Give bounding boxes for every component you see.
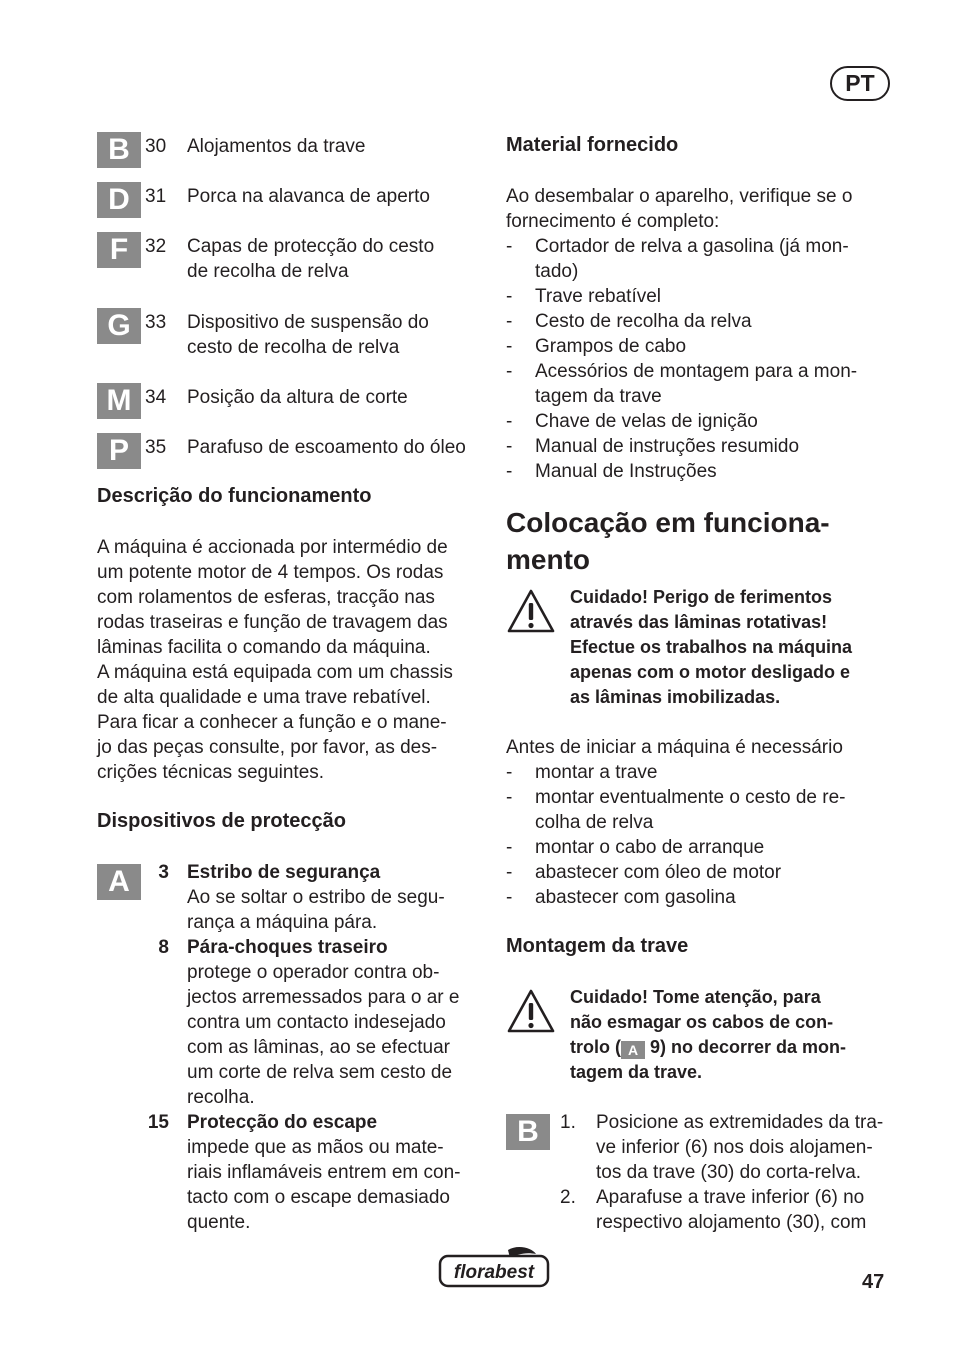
- list-item: colha de relva: [535, 812, 654, 833]
- warning-text: as lâminas imobilizadas.: [570, 687, 781, 707]
- item-description: rança a máquina pára.: [187, 912, 378, 933]
- part-label: Alojamentos da trave: [187, 136, 366, 157]
- list-item: Chave de velas de ignição: [535, 411, 758, 432]
- figure-box: A: [97, 864, 141, 900]
- list-item: montar o cabo de arranque: [535, 837, 765, 858]
- warning-text-with-ref: [570, 1035, 846, 1060]
- language-badge: PT: [830, 66, 890, 101]
- item-number: 8: [158, 937, 169, 958]
- paragraph-line: de alta qualidade e uma trave rebatível.: [97, 687, 431, 708]
- step-number: 1.: [560, 1112, 576, 1133]
- florabest-logo: [438, 1246, 550, 1288]
- list-dash: -: [506, 361, 513, 382]
- list-dash: -: [506, 311, 513, 332]
- warning-text: trolo (: [570, 1037, 621, 1057]
- paragraph-line: lâminas facilita o comando da máquina.: [97, 637, 431, 658]
- part-number: 35: [145, 437, 167, 458]
- warning-text: tagem da trave.: [570, 1062, 703, 1082]
- figure-box: B: [506, 1114, 550, 1150]
- list-dash: -: [506, 837, 513, 858]
- item-number: 15: [147, 1112, 169, 1133]
- step-text: respectivo alojamento (30), com: [596, 1212, 867, 1233]
- list-item: Trave rebatível: [535, 286, 662, 307]
- paragraph-line: um potente motor de 4 tempos. Os rodas: [97, 562, 444, 583]
- list-dash: -: [506, 787, 513, 808]
- item-description: um corte de relva sem cesto de: [187, 1062, 453, 1083]
- part-label: Posição da altura de corte: [187, 387, 408, 408]
- paragraph-line: fornecimento é completo:: [506, 211, 720, 232]
- part-label: Dispositivo de suspensão do: [187, 312, 429, 333]
- item-description: Ao se soltar o estribo de segu-: [187, 887, 445, 908]
- item-description: recolha.: [187, 1087, 255, 1108]
- figure-box: P: [97, 433, 141, 469]
- item-description: tacto com o escape demasiado: [187, 1187, 450, 1208]
- item-description: contra um contacto indesejado: [187, 1012, 446, 1033]
- warning-text: 9) no decorrer da mon-: [645, 1037, 847, 1057]
- item-description: protege o operador contra ob-: [187, 962, 440, 983]
- list-dash: -: [506, 286, 513, 307]
- part-number: 30: [145, 136, 167, 157]
- list-item: Manual de instruções resumido: [535, 436, 800, 457]
- item-title: Pára-choques traseiro: [187, 937, 388, 958]
- section-heading: Material fornecido: [506, 134, 679, 156]
- warning-text: não esmagar os cabos de con-: [570, 1012, 834, 1032]
- warning-text: Cuidado! Tome atenção, para: [570, 987, 821, 1007]
- item-title: Estribo de segurança: [187, 862, 381, 883]
- figure-box: B: [97, 132, 141, 168]
- list-item: tado): [535, 261, 579, 282]
- paragraph-line: com rolamentos de esferas, tracção nas: [97, 587, 435, 608]
- part-number: 32: [145, 236, 167, 257]
- page-number: 47: [862, 1271, 885, 1293]
- list-item: Cortador de relva a gasolina (já mon-: [535, 236, 849, 257]
- warning-text: Cuidado! Perigo de ferimentos: [570, 587, 833, 607]
- item-description: impede que as mãos ou mate-: [187, 1137, 444, 1158]
- part-label: Porca na alavanca de aperto: [187, 186, 430, 207]
- paragraph-line: crições técnicas seguintes.: [97, 762, 325, 783]
- part-number: 34: [145, 387, 167, 408]
- list-item: Acessórios de montagem para a mon-: [535, 361, 858, 382]
- figure-box: G: [97, 308, 141, 344]
- chapter-heading: Colocação em funciona-: [506, 507, 830, 538]
- section-heading: Descrição do funcionamento: [97, 485, 372, 507]
- item-description: quente.: [187, 1212, 251, 1233]
- part-label: Parafuso de escoamento do óleo: [187, 437, 466, 458]
- list-item: abastecer com gasolina: [535, 887, 736, 908]
- list-dash: -: [506, 887, 513, 908]
- figure-box: F: [97, 232, 141, 268]
- warning-icon: [506, 588, 556, 634]
- paragraph-line: Antes de iniciar a máquina é necessário: [506, 737, 843, 758]
- list-dash: -: [506, 862, 513, 883]
- chapter-heading: mento: [506, 544, 590, 575]
- list-item: montar a trave: [535, 762, 658, 783]
- list-dash: -: [506, 336, 513, 357]
- figure-box: M: [97, 383, 141, 419]
- list-item: Cesto de recolha da relva: [535, 311, 752, 332]
- warning-text: através das lâminas rotativas!: [570, 612, 828, 632]
- list-dash: -: [506, 411, 513, 432]
- paragraph-line: Ao desembalar o aparelho, verifique se o: [506, 186, 853, 207]
- warning-icon: [506, 988, 556, 1034]
- part-label: Capas de protecção do cesto: [187, 236, 435, 257]
- list-item: tagem da trave: [535, 386, 662, 407]
- part-label: de recolha de relva: [187, 261, 349, 282]
- list-item: montar eventualmente o cesto de re-: [535, 787, 846, 808]
- list-item: Grampos de cabo: [535, 336, 687, 357]
- list-item: Manual de Instruções: [535, 461, 717, 482]
- step-text: Posicione as extremidades da tra-: [596, 1112, 884, 1133]
- item-description: com as lâminas, ao se efectuar: [187, 1037, 450, 1058]
- warning-text: Efectue os trabalhos na máquina: [570, 637, 853, 657]
- figure-box: D: [97, 182, 141, 218]
- list-item: abastecer com óleo de motor: [535, 862, 782, 883]
- list-dash: -: [506, 436, 513, 457]
- list-dash: -: [506, 236, 513, 257]
- step-text: ve inferior (6) nos dois alojamen-: [596, 1137, 873, 1158]
- item-description: riais inflamáveis entrem em con-: [187, 1162, 461, 1183]
- part-number: 31: [145, 186, 167, 207]
- step-text: Aparafuse a trave inferior (6) no: [596, 1187, 865, 1208]
- paragraph-line: rodas traseiras e função de travagem das: [97, 612, 448, 633]
- paragraph-line: Para ficar a conhecer a função e o mane-: [97, 712, 447, 733]
- warning-text: apenas com o motor desligado e: [570, 662, 851, 682]
- part-number: 33: [145, 312, 167, 333]
- list-dash: -: [506, 762, 513, 783]
- item-title: Protecção do escape: [187, 1112, 378, 1133]
- item-description: jectos arremessados para o ar e: [187, 987, 460, 1008]
- part-label: cesto de recolha de relva: [187, 337, 400, 358]
- item-number: 3: [158, 862, 169, 883]
- paragraph-line: A máquina é accionada por intermédio de: [97, 537, 448, 558]
- list-dash: -: [506, 461, 513, 482]
- paragraph-line: A máquina está equipada com um chassis: [97, 662, 453, 683]
- paragraph-line: jo das peças consulte, por favor, as des-: [97, 737, 438, 758]
- figure-ref-box: A: [621, 1041, 645, 1059]
- section-heading: Montagem da trave: [506, 935, 689, 957]
- step-number: 2.: [560, 1187, 576, 1208]
- step-text: tos da trave (30) do corta-relva.: [596, 1162, 862, 1183]
- logo-wordmark: florabest: [453, 1262, 535, 1283]
- section-heading: Dispositivos de protecção: [97, 810, 346, 832]
